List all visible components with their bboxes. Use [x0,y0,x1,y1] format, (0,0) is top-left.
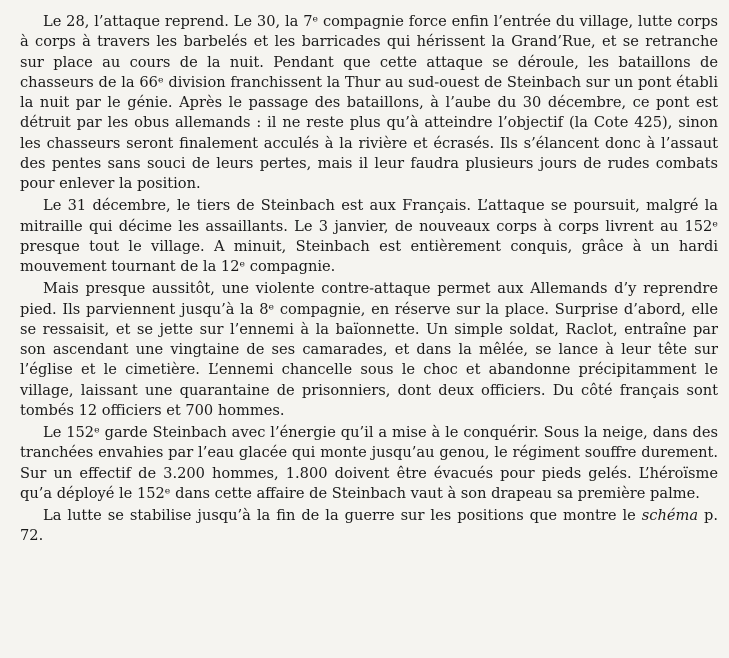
schema-reference: schéma [641,507,699,524]
document-page [20,12,718,549]
paragraph-4: Le 152ᵉ garde Steinbach avec l’énergie qu’il a mise à le conquérir. Sous la neige, dans des tranchées envahies par l’eau glacée qui monte jusqu’au genou, le régiment souffre durement. Sur un effectif de 3.200 hommes, 1.800 doivent être évacués pour pieds gelés. L’héroïsme qu’a déployé le 152ᵉ dans cette affaire de Steinbach vaut à son drapeau sa première palme. [20,424,718,502]
paragraph-2: Le 31 décembre, le tiers de Steinbach est aux Français. L’attaque se poursuit, malgré la mitraille qui décime les assaillants. Le 3 janvier, de nouveaux corps à corps livrent au 152ᵉ presque tout le village. A minuit, Steinbach est entièrement conquis, grâce à un hardi mouvement tournant de la 12ᵉ compagnie. [20,197,718,275]
page-reference: p. 72. [20,507,718,545]
paragraph-5-text: La lutte se stabilise jusqu’à la fin de la guerre sur les positions que montre le [43,507,642,524]
paragraph-1: Le 28, l’attaque reprend. Le 30, la 7ᵉ compagnie force enfin l’entrée du village, lutte corps à corps à travers les barbelés et les barricades qui hérissent la Grand’Rue, et se retranche sur place au cours de la nuit. Pendant que cette attaque se déroule, les bataillons de chasseurs de la 66ᵉ division franchissent la Thur au sud-ouest de Steinbach sur un pont établi la nuit par le génie. Après le passage des bataillons, à l’aube du 30 décembre, ce pont est détruit par les obus allemands : il ne reste plus qu’à atteindre l’objectif (la Cote 425), sinon les chasseurs seront finalement acculés à la rivière et écrasés. Ils s’élancent donc à l’assaut des pentes sans souci de leurs pertes, mais il leur faudra plusieurs jours de rudes combats pour enlever la position. [20,13,718,192]
paragraph-3: Mais presque aussitôt, une violente contre-attaque permet aux Allemands d’y reprendre pied. Ils parviennent jusqu’à la 8ᵉ compagnie, en réserve sur la place. Surprise d’abord, elle se ressaisit, et se jette sur l’ennemi à la baïonnette. Un simple soldat, Raclot, entraîne par son ascendant une vingtaine de ses camarades, et dans la mêlée, se lance à leur tête sur l’église et le cimetière. L’ennemi chancelle sous le choc et abandonne précipitamment le village, laissant une quarantaine de prisonniers, dont deux officiers. Du côté français sont tombés 12 officiers et 700 hommes. [20,280,718,419]
paragraph-5 [20,506,718,547]
